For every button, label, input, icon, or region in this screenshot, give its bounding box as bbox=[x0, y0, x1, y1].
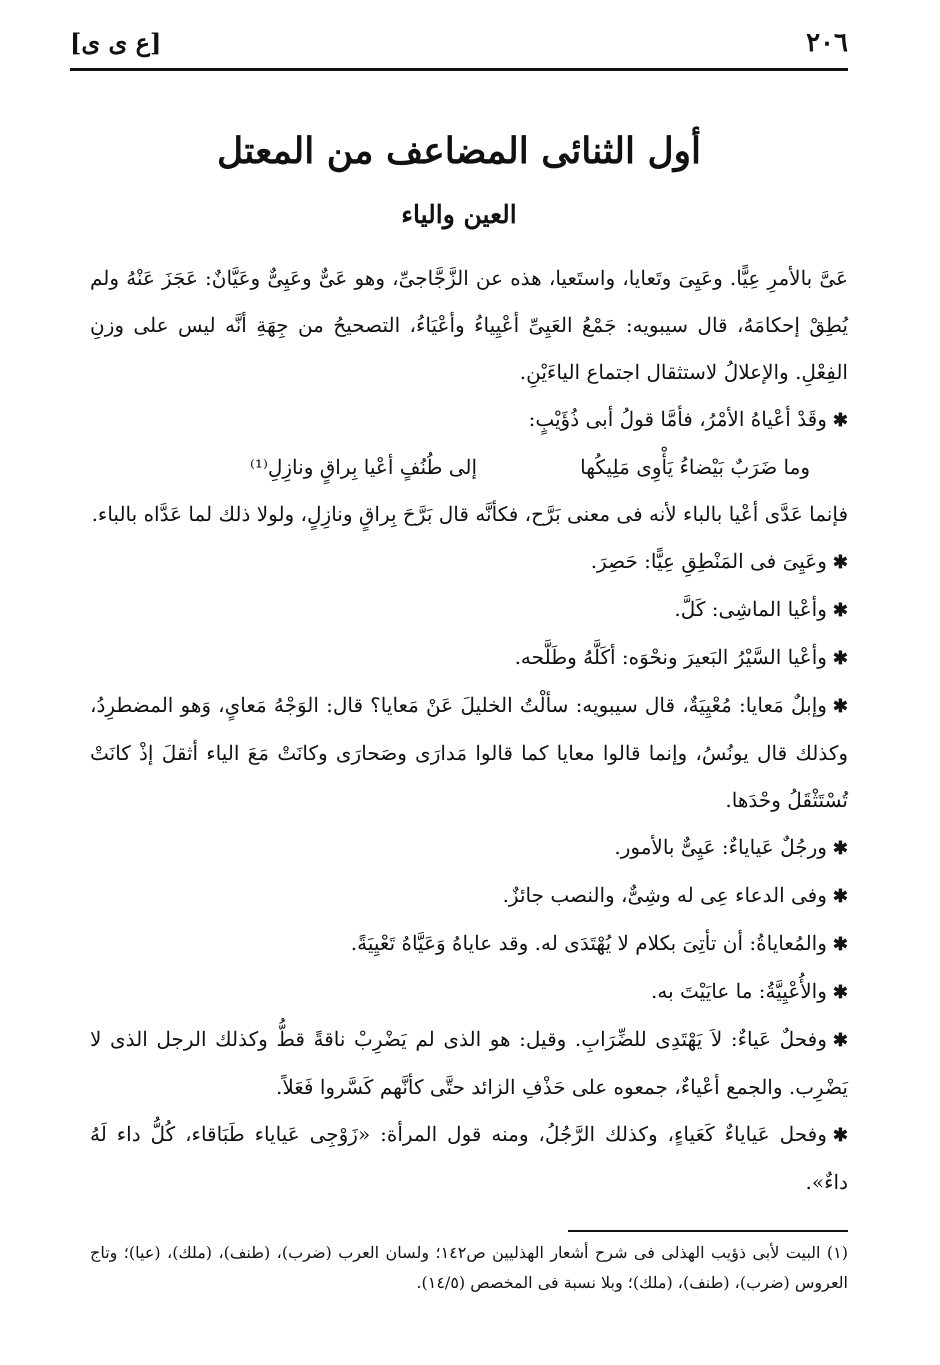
verse-hemistich-1: وما ضَرَبٌ بَيْضاءُ يَأْوِى مَلِيكُها bbox=[580, 455, 810, 479]
paragraph-entry bbox=[90, 682, 848, 824]
paragraph: فإنما عَدَّى أعْيا بالباء لأنه فى معنى بَرَّح، فكأنَّه قال بَرَّحَ بِراقٍ ونازِلٍ، ولولا ذلك لما عَدَّاه بالباء. bbox=[91, 502, 848, 526]
star-icon: ✱ bbox=[832, 600, 848, 621]
body-text bbox=[90, 255, 848, 1206]
star-icon: ✱ bbox=[832, 552, 848, 573]
star-icon: ✱ bbox=[832, 934, 848, 955]
entry-text: وعَيِىَ فى المَنْطِقِ عِيًّا: حَصِرَ. bbox=[590, 549, 827, 573]
paragraph-entry bbox=[90, 968, 848, 1016]
paragraph-entry bbox=[90, 396, 848, 444]
poem-verse bbox=[90, 444, 848, 491]
paragraph-entry bbox=[90, 824, 848, 872]
paragraph-entry bbox=[90, 1111, 848, 1206]
paragraph-entry bbox=[90, 538, 848, 586]
star-icon: ✱ bbox=[832, 1125, 848, 1146]
page-header bbox=[70, 24, 848, 64]
paragraph: عَىَّ بالأمرِ عِيًّا. وعَيِىَ وتَعايا، واستَعيا، هذه عن الزَّجَّاجىِّ، وهو عَىٌّ وعَيِىٌّ وعَيَّانٌ: عَجَزَ عَنْهُ ولم يُطِقْ إحكامَهُ، قال سيبويه: جَمْعُ العَيِىِّ أعْيِياءُ وأعْيَاءُ، التصحيحُ من جِهَةِ أنَّه ليس على وزنِ الفِعْلِ. والإعلالُ لاستثقال اجتماع الياءَيْنِ. bbox=[90, 266, 848, 384]
page-title: أول الثنائى المضاعف من المعتل bbox=[216, 130, 702, 172]
footnote-rule bbox=[568, 1230, 848, 1232]
paragraph-entry bbox=[90, 1016, 848, 1111]
running-head: [ع ى ى] bbox=[70, 28, 162, 57]
star-icon: ✱ bbox=[832, 410, 848, 431]
entry-text: ورجُلٌ عَياياءٌ: عَيِىٌّ بالأمور. bbox=[614, 835, 827, 859]
entry-text: وفحلٌ عَياءٌ: لاَ يَهْتَدِى للضِّرَابِ. وقيل: هو الذى لم يَضْرِبْ ناقةً قطُّ وكذلك الرجل الذى لا يَضْرِب. والجمع أعْياءٌ، جمعوه على حَذْفِ الزائد حتَّى كأنَّهم كَسَّروا فَعَلاً. bbox=[90, 1027, 848, 1099]
star-icon: ✱ bbox=[832, 838, 848, 859]
entry-text: والمُعاياةُ: أن تأتِىَ بكلام لا يُهْتَدَى له. وقد عاياهُ وَعَيَّاهُ تَعْيِيَةً. bbox=[350, 931, 827, 955]
star-icon: ✱ bbox=[832, 886, 848, 907]
entry-text: وأعْيا الماشِى: كَلَّ. bbox=[674, 597, 827, 621]
paragraph-entry bbox=[90, 634, 848, 682]
entry-text: وقَدْ أعْياهُ الأمْرُ، فأمَّا قولُ أبى ذُؤَيْبٍ: bbox=[528, 407, 827, 431]
paragraph-entry bbox=[90, 586, 848, 634]
header-rule bbox=[70, 68, 848, 71]
entry-text: وإبلٌ مَعايا: مُعْيِيَةٌ، قال سيبويه: سألْتُ الخليلَ عَنْ مَعايا؟ قال: الوَجْهُ مَعاىٍ، وَهو المضطرِدُ، وكذلك قال يونُسُ، وإنما قالوا معايا كما قالوا مَدارَى وصَحارَى وكانَتْ مَعَ الياء أثقلَ إذْ كانَتْ تُسْتَثْقَلُ وحْدَها. bbox=[90, 693, 848, 812]
verse-hemistich-2: إلى طُنُفٍ أعْيا بِراقٍ ونازِلِ⁽¹⁾ bbox=[250, 455, 478, 479]
section-subtitle: العين والياء bbox=[401, 200, 517, 229]
star-icon: ✱ bbox=[832, 696, 848, 717]
star-icon: ✱ bbox=[832, 648, 848, 669]
star-icon: ✱ bbox=[832, 982, 848, 1003]
footnote: (١) البيت لأبى ذؤيب الهذلى فى شرح أشعار الهذليين ص١٤٢؛ ولسان العرب (ضرب)، (طنف)، (ملك)، (عيا)؛ وتاج العروس (ضرب)، (طنف)، (ملك)؛ وبلا نسبة فى المخصص (١٤/٥). bbox=[90, 1243, 848, 1292]
star-icon: ✱ bbox=[832, 1030, 848, 1051]
entry-text: وأعْيا السَّيْرُ البَعيرَ ونحْوَه: أكَلَّهُ وطَلَّحه. bbox=[514, 645, 827, 669]
entry-text: وفحل عَياياءٌ كَعَياءٍ، وكذلك الرَّجُلُ، ومنه قول المرأة: «زَوْجِى عَياياء طَبَاقاء، كُلُّ داء لَهُ داءٌ». bbox=[90, 1122, 848, 1194]
entry-text: وفى الدعاء عِى له وشِىٌّ، والنصب جائزٌ. bbox=[502, 883, 827, 907]
entry-text: والأُعْيِيَّةُ: ما عايَيْتَ به. bbox=[651, 979, 827, 1003]
paragraph-entry bbox=[90, 872, 848, 920]
paragraph-entry bbox=[90, 920, 848, 968]
page-number: ٢٠٦ bbox=[806, 28, 848, 58]
